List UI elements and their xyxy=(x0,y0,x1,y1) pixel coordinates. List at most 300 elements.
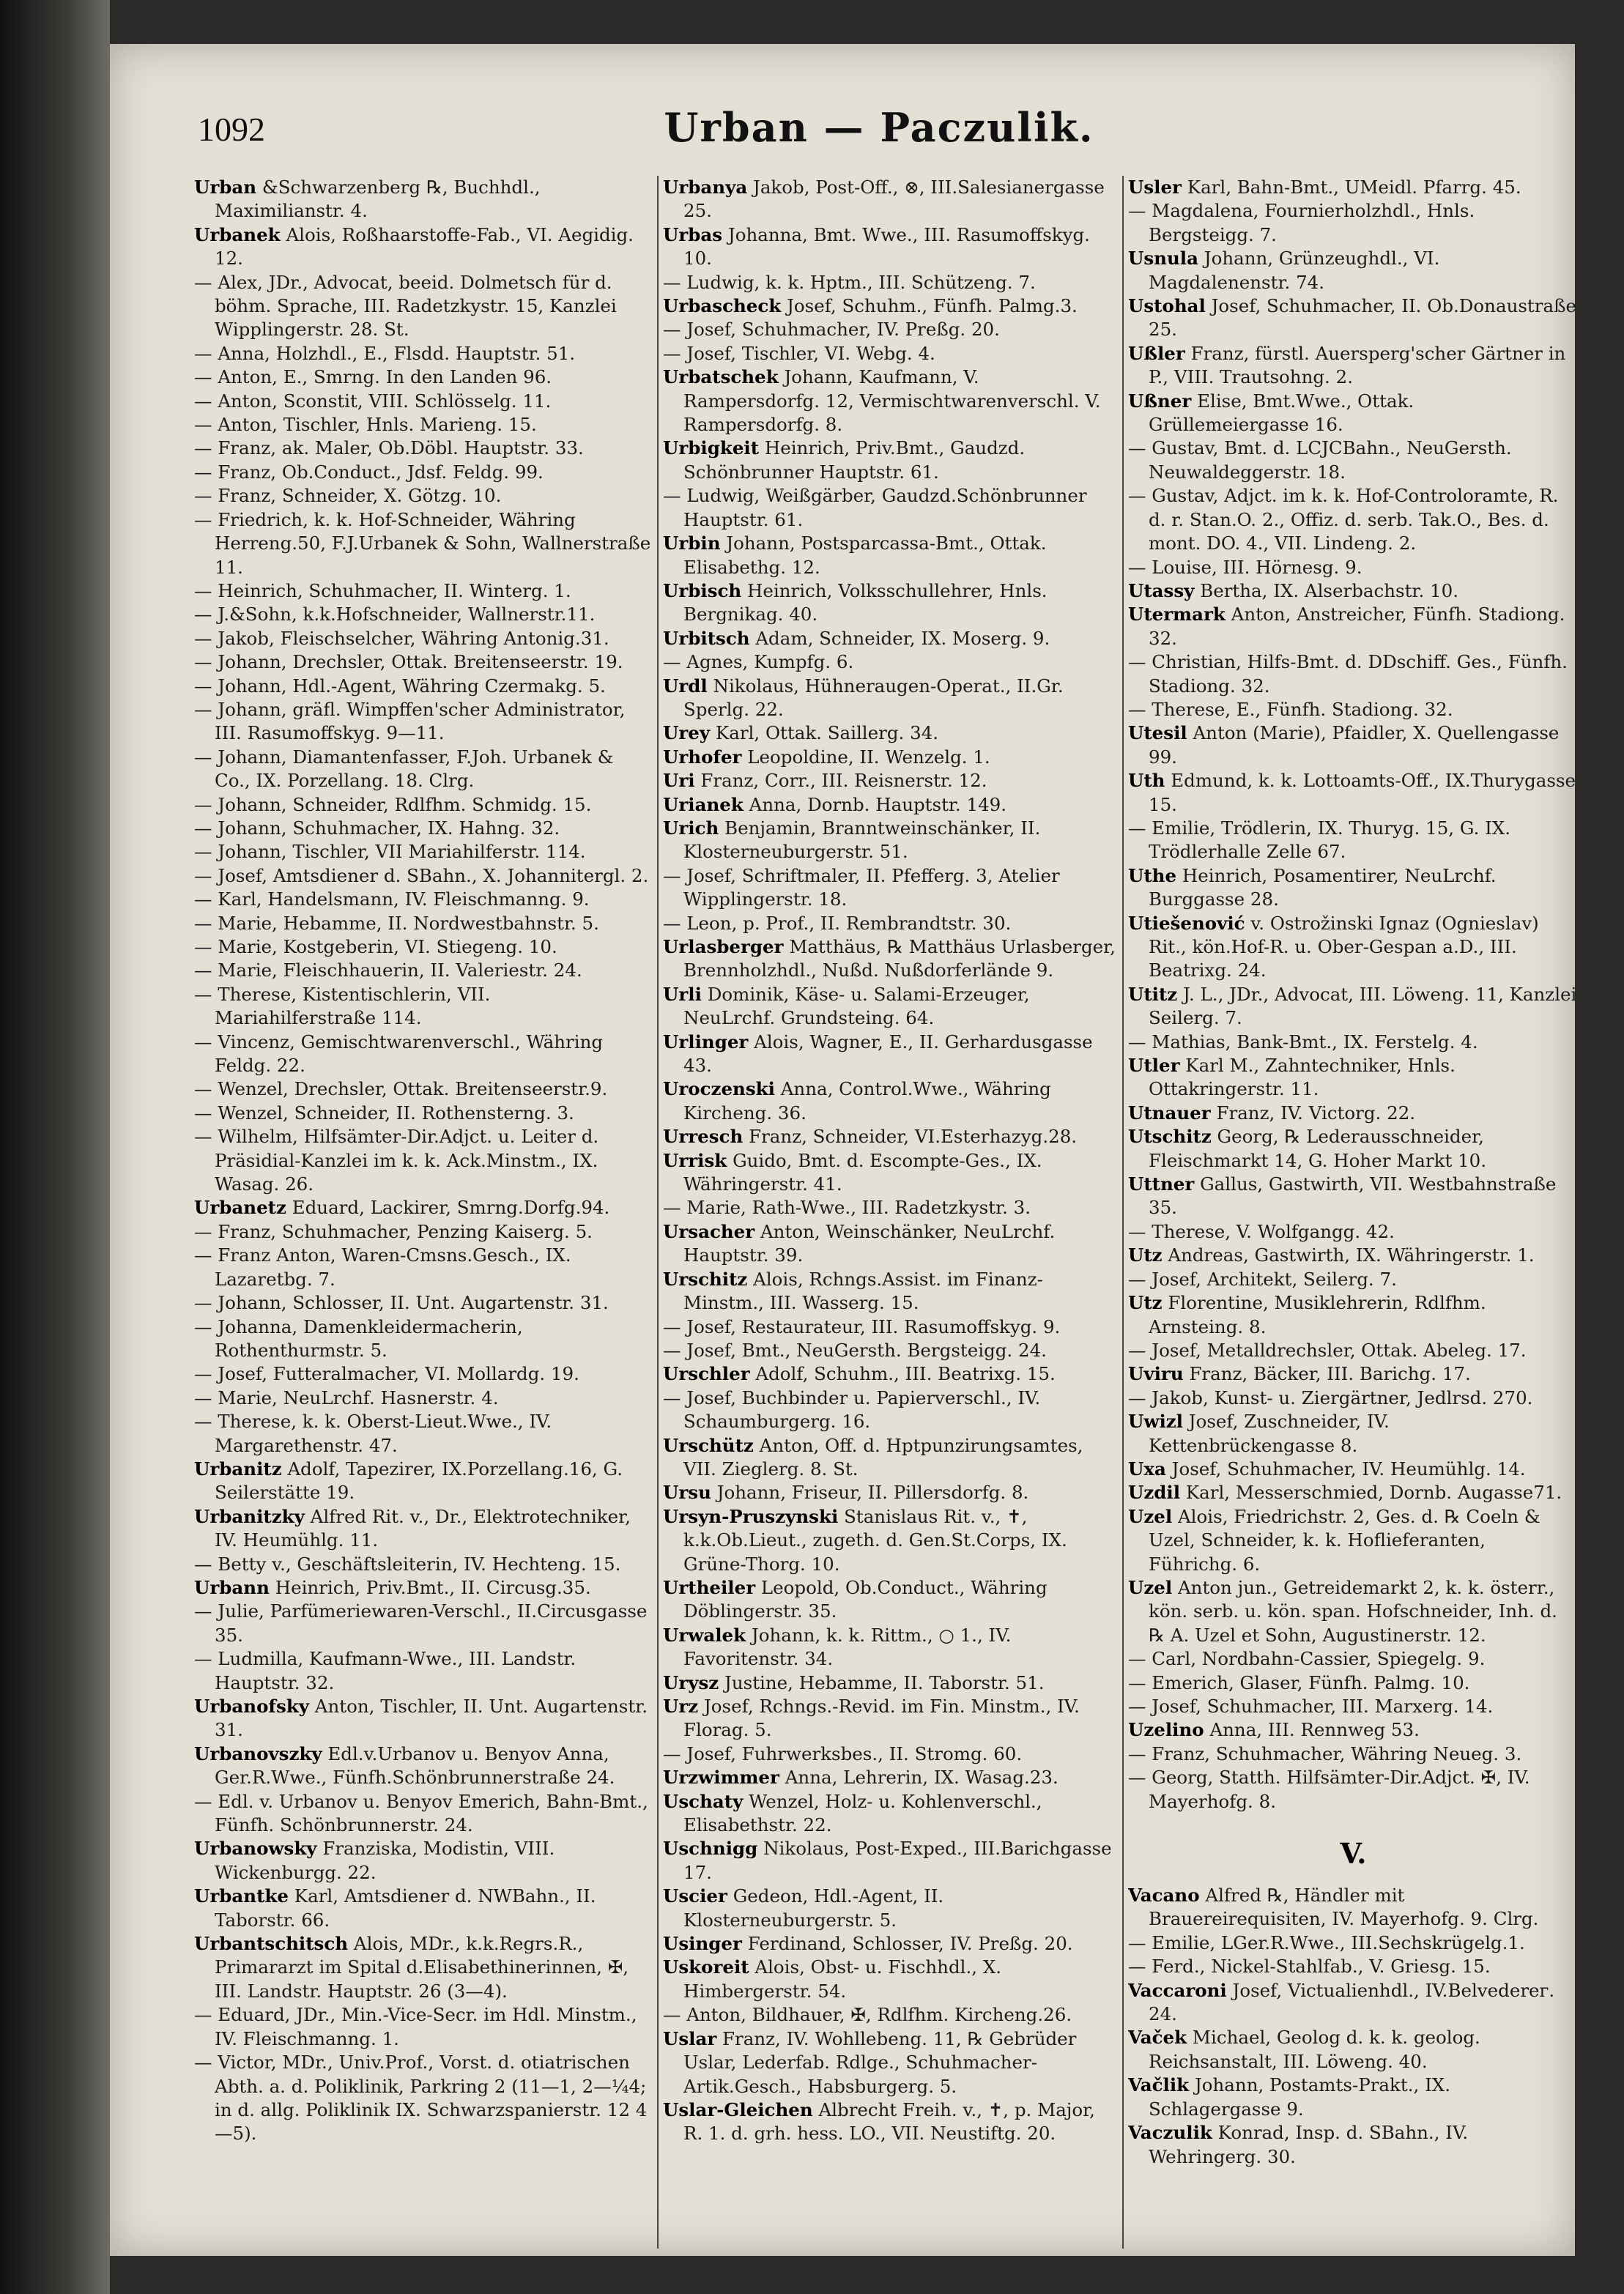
entry-details: — Victor, MDr., Univ.Prof., Vorst. d. otiatrischen Abth. a. d. Poliklinik, Parkring 2 (11—1, 2—¼4; in d. allg. Poliklinik IX. Schwarzspanierstr. 12 4—5). xyxy=(194,2052,648,2145)
entry-surname: Urianek xyxy=(663,793,744,815)
entry-details: — Emilie, Trödlerin, IX. Thuryg. 15, G. IX. Trödlerhalle Zelle 67. xyxy=(1128,817,1511,863)
entry-details: — Therese, V. Wolfgangg. 42. xyxy=(1128,1220,1395,1242)
entry-details: — Karl, Handelsmann, IV. Fleischmanng. 9. xyxy=(194,888,590,910)
entry-surname: Uschnigg xyxy=(663,1838,758,1860)
directory-entry xyxy=(663,2027,1117,2098)
directory-entry xyxy=(194,223,652,271)
entry-surname: Urbantschitsch xyxy=(194,1933,349,1955)
entry-details: — Franz, Schuhmacher, Währing Neueg. 3. xyxy=(1128,1742,1522,1764)
entry-details: — Ferd., Nickel-Stahlfab., V. Griesg. 15. xyxy=(1128,1956,1491,1978)
column-1 xyxy=(194,176,652,2249)
entry-surname: Urschitz xyxy=(663,1268,748,1290)
entry-surname: Urtheiler xyxy=(663,1576,756,1598)
entry-details: — Ludmilla, Kaufmann-Wwe., III. Landstr. Hauptstr. 32. xyxy=(194,1648,576,1693)
directory-entry xyxy=(194,1505,652,1553)
directory-entry xyxy=(1128,1884,1579,1931)
entry-details: Michael, Geolog d. k. k. geolog. Reichsanstalt, III. Löweng. 40. xyxy=(1149,2027,1480,2072)
entry-surname: Utnauer xyxy=(1128,1102,1211,1124)
entry-details: Franz, Bäcker, III. Barichg. 17. xyxy=(1189,1363,1471,1385)
entry-details: — Marie, Kostgeberin, VI. Stiegeng. 10. xyxy=(194,936,557,957)
entry-surname: Urbanitzky xyxy=(194,1505,305,1527)
directory-entry xyxy=(663,223,1117,271)
entry-surname: Vaczulik xyxy=(1128,2122,1212,2144)
entry-surname: Usinger xyxy=(663,1933,742,1955)
entry-details: Alois, Roßhaarstoffe-Fab., VI. Aegidig. 12. xyxy=(215,223,634,270)
directory-entry xyxy=(194,1932,652,2003)
directory-entry xyxy=(663,365,1117,437)
directory-entry xyxy=(663,1505,1117,1576)
directory-entry xyxy=(663,532,1117,579)
directory-entry xyxy=(663,1125,1117,1148)
directory-entry xyxy=(663,294,1117,318)
entry-details: Anna, Dornb. Hauptstr. 149. xyxy=(749,793,1007,815)
directory-entry xyxy=(194,959,652,982)
entry-details: Johann, Kaufmann, V. Rampersdorfg. 12, Vermischtwarenverschl. V. Rampersdorfg. 8. xyxy=(683,366,1101,436)
running-title: Urban — Paczulik. xyxy=(664,104,1094,151)
directory-entry xyxy=(1128,390,1579,437)
entry-surname: Usnula xyxy=(1128,248,1198,270)
directory-entry xyxy=(663,1268,1117,1315)
section-letter: V. xyxy=(1340,1837,1367,1871)
entry-details: Alois, Rchngs.Assist. im Finanz-Minstm., III. Wasserg. 15. xyxy=(683,1268,1043,1314)
entry-details: — Johann, gräfl. Wimpffen'scher Administrator, III. Rasumoffskyg. 9—11. xyxy=(194,698,626,744)
entry-details: — Leon, p. Prof., II. Rembrandtstr. 30. xyxy=(663,912,1012,934)
directory-entry xyxy=(663,342,1117,365)
entry-details: — Josef, Buchbinder u. Papierverschl., IV. Schaumburgerg. 16. xyxy=(663,1387,1041,1433)
directory-entry xyxy=(663,437,1117,484)
entry-details: — Mathias, Bank-Bmt., IX. Ferstelg. 4. xyxy=(1128,1031,1478,1053)
entry-surname: Ursyn-Pruszynski xyxy=(663,1505,839,1527)
directory-entry xyxy=(194,1790,652,1838)
directory-entry xyxy=(663,1196,1117,1220)
entry-details: — Betty v., Geschäftsleiterin, IV. Hechteng. 15. xyxy=(194,1553,621,1575)
entry-surname: Urwalek xyxy=(663,1624,746,1646)
entry-details: — Johann, Hdl.-Agent, Währing Czermakg. 5. xyxy=(194,675,606,697)
directory-entry xyxy=(663,1695,1117,1742)
directory-entry xyxy=(663,1837,1117,1885)
directory-entry xyxy=(194,888,652,911)
entry-details: Nikolaus, Hühneraugen-Operat., II.Gr. Sperlg. 22. xyxy=(683,675,1064,720)
entry-details: Franz, Schneider, VI.Esterhazyg.28. xyxy=(749,1126,1078,1148)
entry-details: — Johann, Diamantenfasser, F.Joh. Urbanek & Co., IX. Porzellang. 18. Clrg. xyxy=(194,746,614,792)
entry-details: Alfred Rit. v., Dr., Elektrotechniker, IV. Heumühlg. 11. xyxy=(215,1505,631,1551)
entry-details: Guido, Bmt. d. Escompte-Ges., IX. Währingerstr. 41. xyxy=(683,1149,1042,1195)
directory-entry xyxy=(663,579,1117,627)
entry-details: Johanna, Bmt. Wwe., III. Rasumoffskyg. 10. xyxy=(683,223,1090,270)
entry-details: Alois, Obst- u. Fischhdl., X. Himbergerstr. 54. xyxy=(683,1956,1002,2002)
directory-entry xyxy=(194,390,652,413)
directory-entry xyxy=(1128,199,1579,247)
entry-details: — Therese, k. k. Oberst-Lieut.Wwe., IV. Margarethenstr. 47. xyxy=(194,1411,552,1456)
entry-surname: Urdl xyxy=(663,675,708,697)
entry-details: — Franz, Ob.Conduct., Jdsf. Feldg. 99. xyxy=(194,461,544,483)
entry-details: — Therese, E., Fünfh. Stadiong. 32. xyxy=(1128,698,1453,720)
directory-page xyxy=(110,44,1575,2256)
entry-details: — Wilhelm, Hilfsämter-Dir.Adjct. u. Leiter d. Präsidial-Kanzlei im k. k. Ack.Minstm., IX. Wasag. 26. xyxy=(194,1126,599,1195)
entry-details: — Johanna, Damenkleidermacherin, Rothenthurmstr. 5. xyxy=(194,1315,523,1361)
directory-entry xyxy=(663,769,1117,792)
directory-entry xyxy=(663,1932,1117,1956)
entry-details: — J.&Sohn, k.k.Hofschneider, Wallnerstr.11. xyxy=(194,604,596,626)
directory-entry xyxy=(194,1837,652,1885)
entry-details: — Anton, E., Smrng. In den Landen 96. xyxy=(194,366,552,388)
entry-surname: Urbanowsky xyxy=(194,1838,317,1860)
directory-entry xyxy=(194,675,652,698)
entry-details: Jakob, Post-Off., ⊗, III.Salesianergasse 25. xyxy=(683,177,1105,222)
entry-surname: Utassy xyxy=(1128,579,1195,601)
entry-surname: Urbanetz xyxy=(194,1197,286,1219)
entry-surname: Uslar xyxy=(663,2027,717,2049)
entry-details: — Edl. v. Urbanov u. Benyov Emerich, Bahn-Bmt., Fünfh. Schönbrunnerstr. 24. xyxy=(194,1790,648,1836)
entry-details: Franz, Corr., III. Reisnerstr. 12. xyxy=(700,770,987,792)
entry-surname: Utz xyxy=(1128,1244,1163,1266)
directory-entry xyxy=(194,698,652,746)
directory-entry xyxy=(194,1387,652,1410)
directory-entry xyxy=(194,1600,652,1647)
entry-details: — Friedrich, k. k. Hof-Schneider, Währing Herreng.50, F.J.Urbanek & Sohn, Wallnerstraße 11. xyxy=(194,508,651,578)
entry-details: — Anton, Bildhauer, ✠, Rdlfhm. Kircheng.26. xyxy=(663,2004,1072,2026)
directory-entry xyxy=(663,2098,1117,2146)
entry-surname: Utitz xyxy=(1128,983,1178,1005)
entry-details: — Johann, Schneider, Rdlfhm. Schmidg. 15. xyxy=(194,793,592,815)
directory-entry xyxy=(1128,721,1579,769)
entry-surname: Urbitsch xyxy=(663,627,750,649)
entry-details: — Ludwig, Weißgärber, Gaudzd.Schönbrunner Hauptstr. 61. xyxy=(663,485,1087,530)
entry-details: Gedeon, Hdl.-Agent, II. Klosterneuburgerstr. 5. xyxy=(683,1885,944,1931)
entry-surname: Urresch xyxy=(663,1126,744,1148)
directory-entry xyxy=(1128,176,1579,199)
directory-entry xyxy=(194,342,652,365)
entry-details: Karl, Amtsdiener d. NWBahn., II. Taborstr. 66. xyxy=(215,1885,596,1931)
directory-entry xyxy=(194,437,652,460)
directory-entry xyxy=(1128,1102,1579,1125)
directory-entry xyxy=(194,365,652,389)
entry-details: Anton, Weinschänker, NeuLrchf. Hauptstr. 39. xyxy=(683,1220,1056,1266)
directory-entry xyxy=(1128,1173,1579,1220)
entry-details: Heinrich, Priv.Bmt., Gaudzd. Schönbrunner Hauptstr. 61. xyxy=(683,437,1026,483)
directory-entry xyxy=(1128,1244,1579,1267)
entry-details: Heinrich, Priv.Bmt., II. Circusg.35. xyxy=(275,1576,591,1598)
entry-surname: Uschaty xyxy=(663,1790,744,1812)
entry-details: Johann, Postamts-Prakt., IX. Schlagergasse 9. xyxy=(1149,2074,1451,2120)
entry-surname: Ußler xyxy=(1128,342,1185,364)
entry-surname: Utler xyxy=(1128,1055,1180,1077)
directory-entry xyxy=(194,413,652,437)
directory-entry xyxy=(663,1790,1117,1838)
directory-entry xyxy=(194,1220,652,1244)
directory-entry xyxy=(194,2003,652,2051)
entry-details: — Ludwig, k. k. Hptm., III. Schützeng. 7. xyxy=(663,271,1036,293)
entry-details: Johann, Friseur, II. Pillersdorfg. 8. xyxy=(716,1482,1029,1504)
entry-details: Anna, III. Rennweg 53. xyxy=(1209,1719,1420,1741)
entry-details: — Josef, Schuhmacher, IV. Preßg. 20. xyxy=(663,319,1000,341)
entry-details: Alois, Wagner, E., II. Gerhardusgasse 43. xyxy=(683,1031,1093,1077)
entry-details: Karl M., Zahntechniker, Hnls. Ottakringerstr. 11. xyxy=(1149,1055,1456,1100)
directory-entry xyxy=(1128,1931,1579,1955)
directory-entry xyxy=(663,1742,1117,1766)
entry-details: Franz, IV. Wohllebeng. 11, ℞ Gebrüder Uslar, Lederfab. Rdlge., Schuhmacher-Artik.Gesch., Habsburgerg. 5. xyxy=(683,2027,1077,2097)
entry-details: — Jakob, Kunst- u. Ziergärtner, Jedlrsd. 270. xyxy=(1128,1387,1533,1408)
entry-details: Albrecht Freih. v., ✝, p. Major, R. 1. d. grh. hess. LO., VII. Neustiftg. 20. xyxy=(683,2098,1095,2145)
directory-entry xyxy=(1128,1742,1579,1766)
directory-entry xyxy=(663,176,1117,223)
entry-surname: Uri xyxy=(663,770,695,792)
entry-details: Anton, Off. d. Hptpunzirungsamtes, VII. Zieglerg. 8. St. xyxy=(683,1434,1083,1480)
entry-details: Dominik, Käse- u. Salami-Erzeuger, NeuLrchf. Grundsteing. 64. xyxy=(683,983,1030,1029)
entry-surname: Urbanofsky xyxy=(194,1696,309,1717)
directory-entry xyxy=(663,318,1117,341)
directory-entry xyxy=(663,793,1117,817)
directory-entry xyxy=(1128,1387,1579,1410)
directory-entry xyxy=(663,1031,1117,1078)
entry-surname: Ursacher xyxy=(663,1220,755,1242)
directory-entry xyxy=(663,1220,1117,1268)
directory-entry xyxy=(1128,1979,1579,2027)
directory-entry xyxy=(1128,294,1579,342)
directory-entry xyxy=(663,912,1117,935)
directory-entry xyxy=(663,1576,1117,1624)
entry-surname: Urrisk xyxy=(663,1149,727,1171)
entry-details: — Heinrich, Schuhmacher, II. Winterg. 1. xyxy=(194,579,571,601)
entry-details: &Schwarzenberg ℞, Buchhdl., Maximilianstr. 4. xyxy=(215,177,541,222)
entry-surname: Vaček xyxy=(1128,2027,1187,2049)
directory-entry xyxy=(194,1077,652,1101)
directory-entry xyxy=(194,1742,652,1790)
directory-entry xyxy=(1128,437,1579,484)
directory-entry xyxy=(663,935,1117,983)
directory-entry xyxy=(663,1624,1117,1671)
entry-details: Franz, fürstl. Auersperg'scher Gärtner in P., VIII. Trautsohng. 2. xyxy=(1149,342,1566,388)
entry-details: Josef, Rchngs.-Revid. im Fin. Minstm., IV. Florag. 5. xyxy=(683,1696,1080,1741)
directory-entry xyxy=(194,1031,652,1078)
directory-entry xyxy=(663,1387,1117,1434)
directory-entry xyxy=(194,912,652,935)
directory-entry xyxy=(663,864,1117,912)
entry-surname: Urysz xyxy=(663,1671,719,1693)
directory-entry xyxy=(663,271,1117,294)
directory-entry xyxy=(663,1315,1117,1339)
entry-surname: Urbas xyxy=(663,223,723,245)
entry-details: Franz, IV. Victorg. 22. xyxy=(1216,1102,1416,1124)
entry-surname: Ursu xyxy=(663,1482,711,1504)
directory-entry xyxy=(1128,579,1579,603)
entry-details: Johann, Grünzeughdl., VI. Magdalenenstr. 74. xyxy=(1149,248,1440,293)
entry-details: — Marie, Fleischhauerin, II. Valeriestr. 24. xyxy=(194,959,582,981)
entry-surname: Vacano xyxy=(1128,1885,1200,1907)
entry-surname: Vačlik xyxy=(1128,2074,1190,2096)
page-header xyxy=(198,88,1560,168)
entry-surname: Urschütz xyxy=(663,1434,754,1456)
entry-details: — Jakob, Fleischselcher, Währing Antonig.31. xyxy=(194,627,609,649)
entry-surname: Urbanek xyxy=(194,223,281,245)
directory-entry xyxy=(1128,2121,1579,2169)
entry-details: — Julie, Parfümeriewaren-Verschl., II.Circusgasse 35. xyxy=(194,1600,648,1646)
directory-entry xyxy=(1128,1647,1579,1671)
entry-surname: Urbin xyxy=(663,532,721,554)
entry-surname: Vaccaroni xyxy=(1128,1979,1227,2001)
entry-details: Wenzel, Holz- u. Kohlenverschl., Elisabethstr. 22. xyxy=(683,1790,1042,1836)
entry-details: Heinrich, Volksschullehrer, Hnls. Bergnikag. 40. xyxy=(683,579,1048,626)
directory-entry xyxy=(1128,2026,1579,2074)
directory-entry xyxy=(1128,1576,1579,1647)
entry-details: Alfred ℞, Händler mit Brauereirequisiten, IV. Mayerhofg. 9. Clrg. xyxy=(1149,1885,1539,1930)
directory-entry xyxy=(1128,1458,1579,1481)
entry-details: — Agnes, Kumpfg. 6. xyxy=(663,651,854,673)
entry-surname: Uzel xyxy=(1128,1576,1173,1598)
directory-entry xyxy=(663,650,1117,674)
directory-entry xyxy=(194,1315,652,1363)
directory-entry xyxy=(663,1149,1117,1197)
entry-details: Anton (Marie), Pfaidler, X. Quellengasse 99. xyxy=(1149,722,1560,768)
directory-entry xyxy=(194,176,652,223)
directory-entry xyxy=(1128,983,1579,1031)
entry-details: Anna, Lehrerin, IX. Wasag.23. xyxy=(785,1767,1058,1789)
directory-entry xyxy=(194,1102,652,1125)
entry-surname: Uzel xyxy=(1128,1505,1173,1527)
entry-details: Georg, ℞ Lederausschneider, Fleischmarkt 14, G. Hoher Markt 10. xyxy=(1149,1126,1487,1171)
column-2 xyxy=(663,176,1117,2249)
directory-entry xyxy=(663,1339,1117,1362)
directory-entry xyxy=(194,1458,652,1505)
entry-details: — Franz, Schneider, X. Götzg. 10. xyxy=(194,485,502,507)
entry-details: — Josef, Tischler, VI. Webg. 4. xyxy=(663,342,935,364)
directory-entry xyxy=(1128,1505,1579,1576)
entry-details: Josef, Schuhmacher, IV. Heumühlg. 14. xyxy=(1171,1458,1526,1480)
directory-entry xyxy=(663,675,1117,722)
entry-details: — Anton, Tischler, Hnls. Marieng. 15. xyxy=(194,414,537,436)
entry-details: — Gustav, Adjct. im k. k. Hof-Controloramte, R. d. r. Stan.O. 2., Offiz. d. serb. Tak.O., Bes. d. mont. DO. 4., VII. Lindeng. 2. xyxy=(1128,485,1559,554)
directory-entry xyxy=(194,746,652,793)
entry-details: — Christian, Hilfs-Bmt. d. DDschiff. Ges., Fünfh. Stadiong. 32. xyxy=(1128,651,1568,697)
directory-entry xyxy=(663,1766,1117,1789)
directory-entry xyxy=(1128,769,1579,817)
entry-details: — Marie, Hebamme, II. Nordwestbahnstr. 5. xyxy=(194,912,599,934)
entry-details: — Josef, Futteralmacher, VI. Mollardg. 19. xyxy=(194,1363,579,1385)
directory-entry xyxy=(1128,1031,1579,1054)
entry-details: Karl, Bahn-Bmt., UMeidl. Pfarrg. 45. xyxy=(1187,177,1521,198)
column-divider xyxy=(1122,176,1124,2249)
directory-entry xyxy=(194,1885,652,1932)
entry-details: — Carl, Nordbahn-Cassier, Spiegelg. 9. xyxy=(1128,1648,1486,1670)
entry-surname: Urich xyxy=(663,817,719,839)
entry-surname: Urli xyxy=(663,983,702,1005)
directory-entry xyxy=(1128,1291,1579,1339)
entry-details: Anna, Control.Wwe., Währing Kircheng. 36. xyxy=(683,1078,1051,1124)
entry-details: Adolf, Schuhm., III. Beatrixg. 15. xyxy=(755,1363,1056,1385)
directory-entry xyxy=(663,817,1117,864)
entry-details: — Wenzel, Drechsler, Ottak. Breitenseerstr.9. xyxy=(194,1078,608,1100)
directory-entry xyxy=(663,484,1117,532)
entry-details: — Anton, Sconstit, VIII. Schlösselg. 11. xyxy=(194,390,552,412)
directory-entry xyxy=(1128,817,1579,864)
entry-details: Elise, Bmt.Wwe., Ottak. Grüllemeiergasse 16. xyxy=(1149,390,1414,436)
directory-entry xyxy=(194,1244,652,1291)
directory-entry xyxy=(194,579,652,603)
directory-entry xyxy=(194,1196,652,1220)
directory-entry xyxy=(663,746,1117,769)
entry-details: Josef, Schuhm., Fünfh. Palmg.3. xyxy=(787,295,1078,317)
entry-surname: Urbisch xyxy=(663,579,742,601)
directory-entry xyxy=(194,1410,652,1458)
directory-entry xyxy=(194,1553,652,1576)
entry-details: Ferdinand, Schlosser, IV. Preßg. 20. xyxy=(747,1933,1073,1955)
directory-entry xyxy=(663,983,1117,1031)
entry-details: Matthäus, ℞ Matthäus Urlasberger, Brennholzhdl., Nußd. Nußdorferlände 9. xyxy=(683,936,1116,981)
directory-entry xyxy=(663,2003,1117,2027)
entry-details: — Therese, Kistentischlerin, VII. Mariahilferstraße 114. xyxy=(194,983,491,1029)
entry-surname: Urban xyxy=(194,177,257,198)
entry-details: — Josef, Metalldrechsler, Ottak. Abeleg. 17. xyxy=(1128,1339,1527,1361)
entry-details: Adolf, Tapezirer, IX.Porzellang.16, G. Seilerstätte 19. xyxy=(215,1458,623,1504)
entry-surname: Uroczenski xyxy=(663,1078,775,1100)
entry-details: — Wenzel, Schneider, II. Rothensterng. 3. xyxy=(194,1102,574,1124)
directory-entry xyxy=(1128,1671,1579,1695)
entry-details: Karl, Messerschmied, Dornb. Augasse71. xyxy=(1185,1482,1562,1504)
directory-entry xyxy=(1128,556,1579,579)
directory-entry xyxy=(194,793,652,817)
entry-details: — Johann, Schuhmacher, IX. Hahng. 32. xyxy=(194,817,560,839)
entry-surname: Urbanya xyxy=(663,177,748,198)
entry-surname: Urzwimmer xyxy=(663,1767,779,1789)
directory-entry xyxy=(194,603,652,626)
directory-entry xyxy=(1128,864,1579,912)
entry-details: Josef, Schuhmacher, II. Ob.Donaustraße 25. xyxy=(1149,295,1576,341)
directory-entry xyxy=(194,1695,652,1742)
entry-surname: Uslar-Gleichen xyxy=(663,2098,813,2120)
directory-entry xyxy=(1128,912,1579,983)
page-number: 1092 xyxy=(198,111,265,148)
entry-details: Nikolaus, Post-Exped., III.Barichgasse 17. xyxy=(683,1838,1112,1883)
entry-details: — Eduard, JDr., Min.-Vice-Secr. im Hdl. Minstm., IV. Fleischmanng. 1. xyxy=(194,2004,637,2049)
entry-details: — Emerich, Glaser, Fünfh. Palmg. 10. xyxy=(1128,1671,1470,1693)
entry-surname: Uxa xyxy=(1128,1458,1166,1480)
directory-entry xyxy=(1128,1955,1579,1978)
directory-entry xyxy=(1128,1766,1579,1814)
directory-entry xyxy=(663,1885,1117,1932)
entry-details: Edl.v.Urbanov u. Benyov Anna, Ger.R.Wwe., Fünfh.Schönbrunnerstraße 24. xyxy=(215,1742,615,1789)
entry-surname: Urlinger xyxy=(663,1031,749,1053)
entry-surname: Uttner xyxy=(1128,1173,1195,1195)
entry-details: Florentine, Musiklehrerin, Rdlfhm. Arnsteing. 8. xyxy=(1149,1292,1486,1337)
entry-details: — Johann, Schlosser, II. Unt. Augartenstr. 31. xyxy=(194,1292,609,1314)
entry-details: — Franz Anton, Waren-Cmsns.Gesch., IX. Lazaretbg. 7. xyxy=(194,1244,571,1290)
entry-details: Heinrich, Posamentirer, NeuLrchf. Burggasse 28. xyxy=(1149,864,1497,910)
entry-details: Alois, Friedrichstr. 2, Ges. d. ℞ Coeln & Uzel, Schneider, k. k. Hoflieferanten, Führichg. 6. xyxy=(1149,1505,1540,1575)
columns-container xyxy=(194,176,1579,2249)
entry-details: — Gustav, Bmt. d. LCJCBahn., NeuGersth. Neuwaldeggerstr. 18. xyxy=(1128,437,1512,483)
directory-entry xyxy=(194,2051,652,2146)
entry-surname: Ustohal xyxy=(1128,295,1206,317)
entry-details: Josef, Zuschneider, IV. Kettenbrückengasse 8. xyxy=(1149,1411,1390,1456)
directory-entry xyxy=(1128,1220,1579,1244)
entry-details: Karl, Ottak. Saillerg. 34. xyxy=(715,722,939,744)
directory-entry xyxy=(663,1956,1117,2003)
entry-surname: Uskoreit xyxy=(663,1956,749,1978)
entry-details: — Anna, Holzhdl., E., Flsdd. Hauptstr. 51. xyxy=(194,342,576,364)
directory-entry xyxy=(1128,1410,1579,1458)
directory-entry xyxy=(1128,1268,1579,1291)
entry-surname: Utschitz xyxy=(1128,1126,1212,1148)
directory-entry xyxy=(194,840,652,864)
entry-details: Adam, Schneider, IX. Moserg. 9. xyxy=(755,627,1050,649)
entry-details: — Magdalena, Fournierholzhdl., Hnls. Bergsteigg. 7. xyxy=(1128,200,1475,245)
entry-details: Stanislaus Rit. v., ✝, k.k.Ob.Lieut., zugeth. d. Gen.St.Corps, IX. Grüne-Thorg. 10. xyxy=(683,1505,1067,1575)
directory-entry xyxy=(1128,1339,1579,1362)
entry-details: Justine, Hebamme, II. Taborstr. 51. xyxy=(724,1671,1045,1693)
directory-entry xyxy=(1128,247,1579,294)
entry-surname: Urhofer xyxy=(663,746,742,768)
entry-surname: Uzdil xyxy=(1128,1482,1181,1504)
